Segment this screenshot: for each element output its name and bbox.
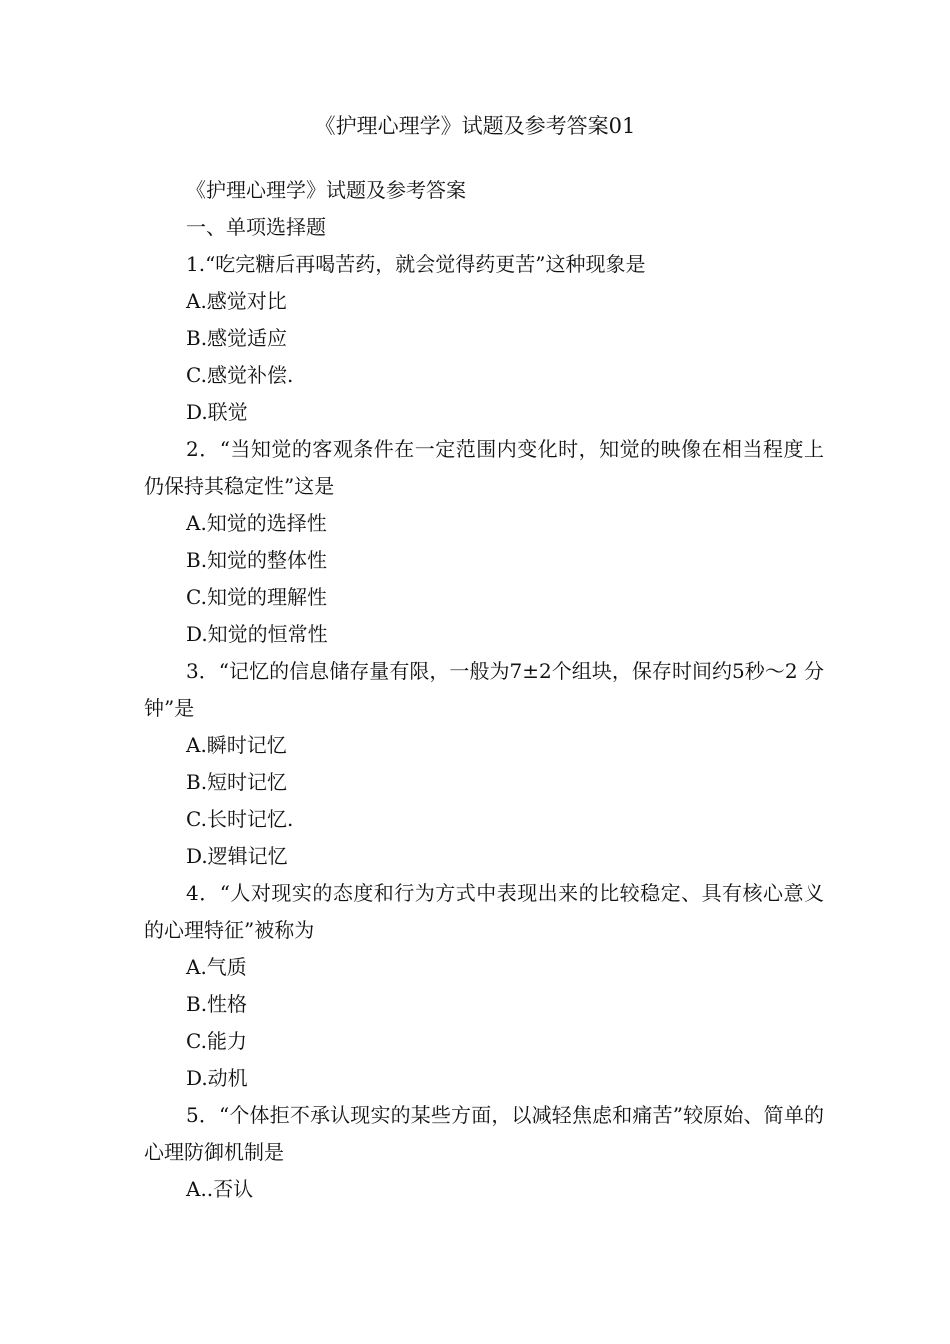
question-4-option-a: A.气质 [186,955,247,979]
question-2-stem: 2．“当知觉的客观条件在一定范围内变化时，知觉的映像在相当程度上仍保持其稳定性”这是 [144,437,824,498]
question-3-option-c: C.长时记忆. [186,807,294,831]
question-1-option-d: D.联觉 [186,400,248,424]
question-3-option-a: A.瞬时记忆 [186,733,287,757]
question-4-option-c: C.能力 [186,1029,247,1053]
question-2-option-d: D.知觉的恒常性 [186,622,328,646]
question-5-option-a: A..否认 [186,1177,254,1201]
question-3-option-d: D.逻辑记忆 [186,844,288,868]
question-1-option-c: C.感觉补偿. [186,363,294,387]
question-2-option-b: B.知觉的整体性 [186,548,328,572]
question-3-stem: 3．“记忆的信息储存量有限，一般为7±2个组块，保存时间约5秒～2 分钟”是 [144,659,824,720]
question-4-stem: 4．“人对现实的态度和行为方式中表现出来的比较稳定、具有核心意义的心理特征”被称为 [144,881,824,942]
document-subtitle: 《护理心理学》试题及参考答案 [186,178,466,202]
question-4-option-d: D.动机 [186,1066,248,1090]
question-2-option-c: C.知觉的理解性 [186,585,327,609]
question-5-stem: 5．“个体拒不承认现实的某些方面，以减轻焦虑和痛苦”较原始、简单的心理防御机制是 [144,1103,824,1164]
question-1-option-b: B.感觉适应 [186,326,288,350]
question-4-option-b: B.性格 [186,992,248,1016]
question-1-option-a: A.感觉对比 [186,289,287,313]
document-title: 《护理心理学》试题及参考答案01 [314,114,636,138]
document-body [144,172,824,1208]
question-2-option-a: A.知觉的选择性 [186,511,327,535]
question-1-stem: 1.“吃完糖后再喝苦药，就会觉得药更苦”这种现象是 [186,252,646,276]
question-3-option-b: B.短时记忆 [186,770,288,794]
section-heading: 一、单项选择题 [186,215,326,239]
